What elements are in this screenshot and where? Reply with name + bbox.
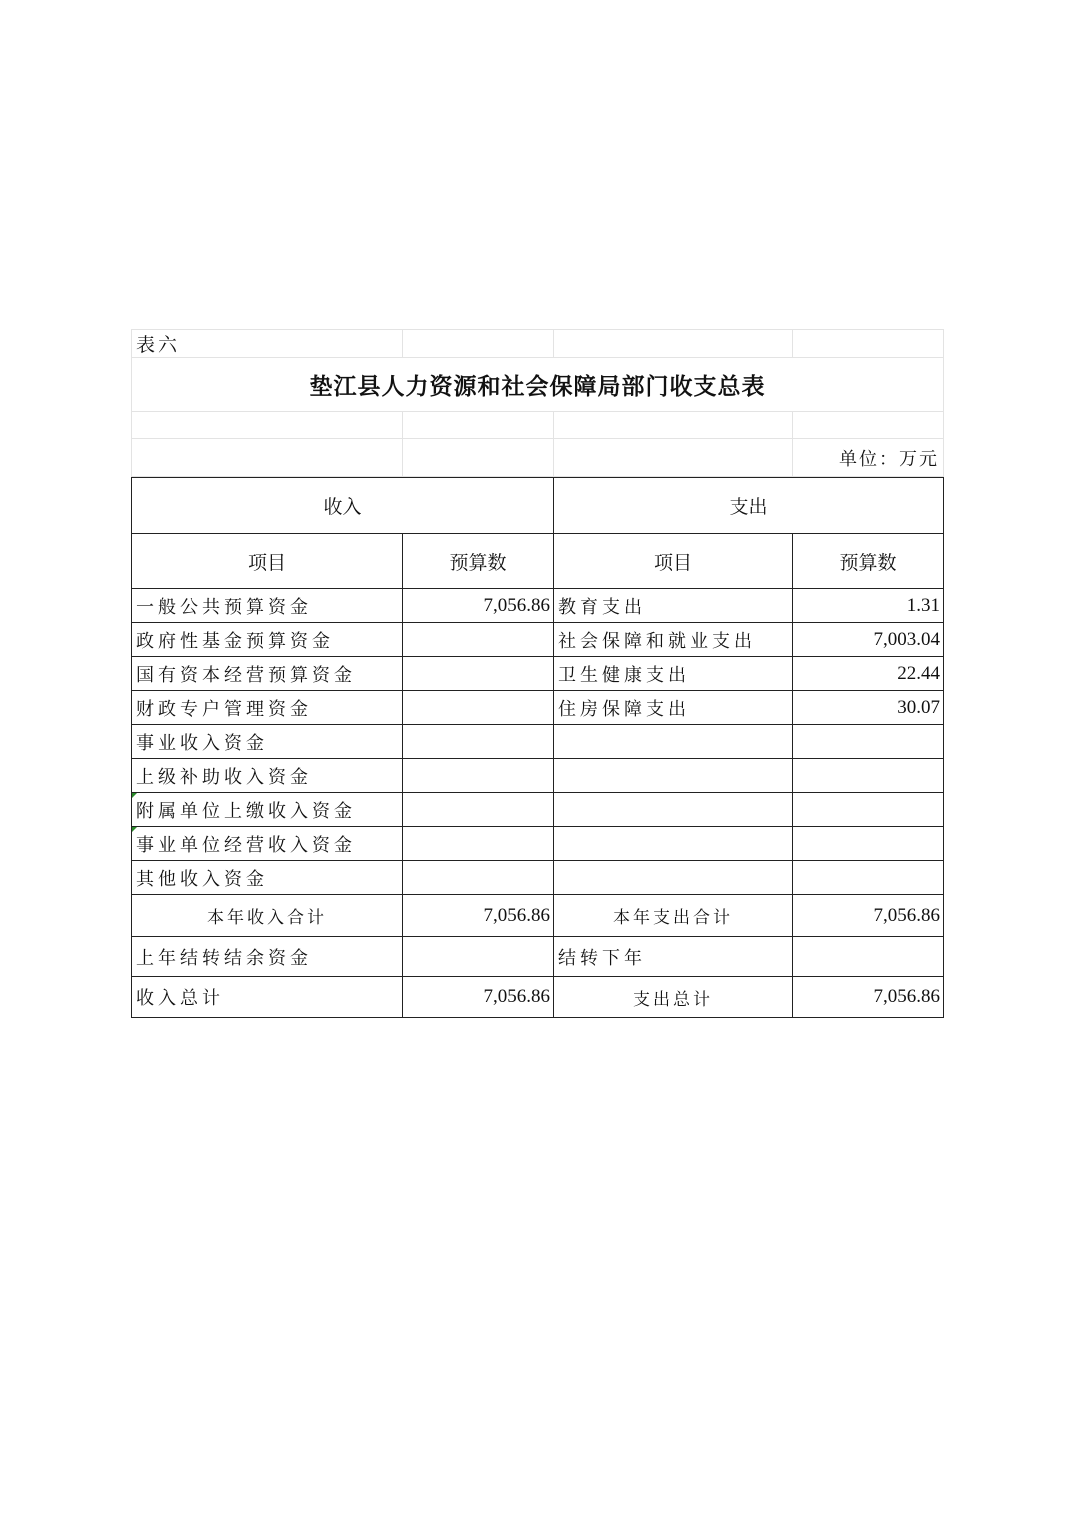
unit-label: 单位：万元 (793, 439, 944, 477)
income-value (403, 725, 554, 759)
expense-value (793, 725, 944, 759)
income-budget-header: 预算数 (403, 534, 554, 589)
table-row (132, 657, 944, 691)
table-row (132, 691, 944, 725)
income-item: 事业单位经营收入资金 (132, 827, 403, 861)
expense-item: 教育支出 (554, 589, 793, 623)
grand-total-row (132, 977, 944, 1018)
expense-value: 1.31 (793, 589, 944, 623)
income-item: 事业收入资金 (132, 725, 403, 759)
expense-item (554, 759, 793, 793)
table-row (132, 759, 944, 793)
expense-value (793, 827, 944, 861)
grand-expense-total-value: 7,056.86 (793, 977, 944, 1018)
table-label: 表六 (132, 330, 403, 358)
expense-header: 支出 (554, 478, 944, 534)
year-expense-total-label: 本年支出合计 (554, 895, 793, 937)
year-total-row (132, 895, 944, 937)
expense-value (793, 793, 944, 827)
income-item: 上级补助收入资金 (132, 759, 403, 793)
income-item: 一般公共预算资金 (132, 589, 403, 623)
income-value (403, 759, 554, 793)
expense-value (793, 861, 944, 895)
expense-item-header: 项目 (554, 534, 793, 589)
carry-over-row (132, 937, 944, 977)
carry-expense-value (793, 937, 944, 977)
grand-expense-total-label: 支出总计 (554, 977, 793, 1018)
income-value (403, 657, 554, 691)
budget-sheet (131, 329, 943, 1018)
income-header: 收入 (132, 478, 554, 534)
page-title: 垫江县人力资源和社会保障局部门收支总表 (132, 358, 944, 412)
column-header-row (132, 534, 944, 589)
table-row (132, 793, 944, 827)
income-value (403, 827, 554, 861)
sheet-header-area (131, 329, 944, 477)
expense-item (554, 861, 793, 895)
grand-income-total-value: 7,056.86 (403, 977, 554, 1018)
income-value (403, 861, 554, 895)
income-value (403, 691, 554, 725)
grand-income-total-label: 收入总计 (132, 977, 403, 1018)
income-item: 附属单位上缴收入资金 (132, 793, 403, 827)
income-expense-table (131, 477, 944, 1018)
table-row (132, 623, 944, 657)
year-income-total-label: 本年收入合计 (132, 895, 403, 937)
table-row (132, 589, 944, 623)
year-income-total-value: 7,056.86 (403, 895, 554, 937)
income-value (403, 793, 554, 827)
table-row (132, 827, 944, 861)
expense-item (554, 827, 793, 861)
income-item-header: 项目 (132, 534, 403, 589)
income-item: 财政专户管理资金 (132, 691, 403, 725)
carry-income-value (403, 937, 554, 977)
income-item: 国有资本经营预算资金 (132, 657, 403, 691)
expense-value: 22.44 (793, 657, 944, 691)
income-item: 其他收入资金 (132, 861, 403, 895)
income-item: 政府性基金预算资金 (132, 623, 403, 657)
expense-item (554, 793, 793, 827)
expense-value: 7,003.04 (793, 623, 944, 657)
table-row (132, 725, 944, 759)
expense-value: 30.07 (793, 691, 944, 725)
expense-item: 住房保障支出 (554, 691, 793, 725)
expense-item: 卫生健康支出 (554, 657, 793, 691)
year-expense-total-value: 7,056.86 (793, 895, 944, 937)
expense-item: 社会保障和就业支出 (554, 623, 793, 657)
expense-value (793, 759, 944, 793)
section-header-row (132, 478, 944, 534)
income-value: 7,056.86 (403, 589, 554, 623)
carry-income-label: 上年结转结余资金 (132, 937, 403, 977)
carry-expense-label: 结转下年 (554, 937, 793, 977)
expense-budget-header: 预算数 (793, 534, 944, 589)
table-row (132, 861, 944, 895)
income-value (403, 623, 554, 657)
expense-item (554, 725, 793, 759)
